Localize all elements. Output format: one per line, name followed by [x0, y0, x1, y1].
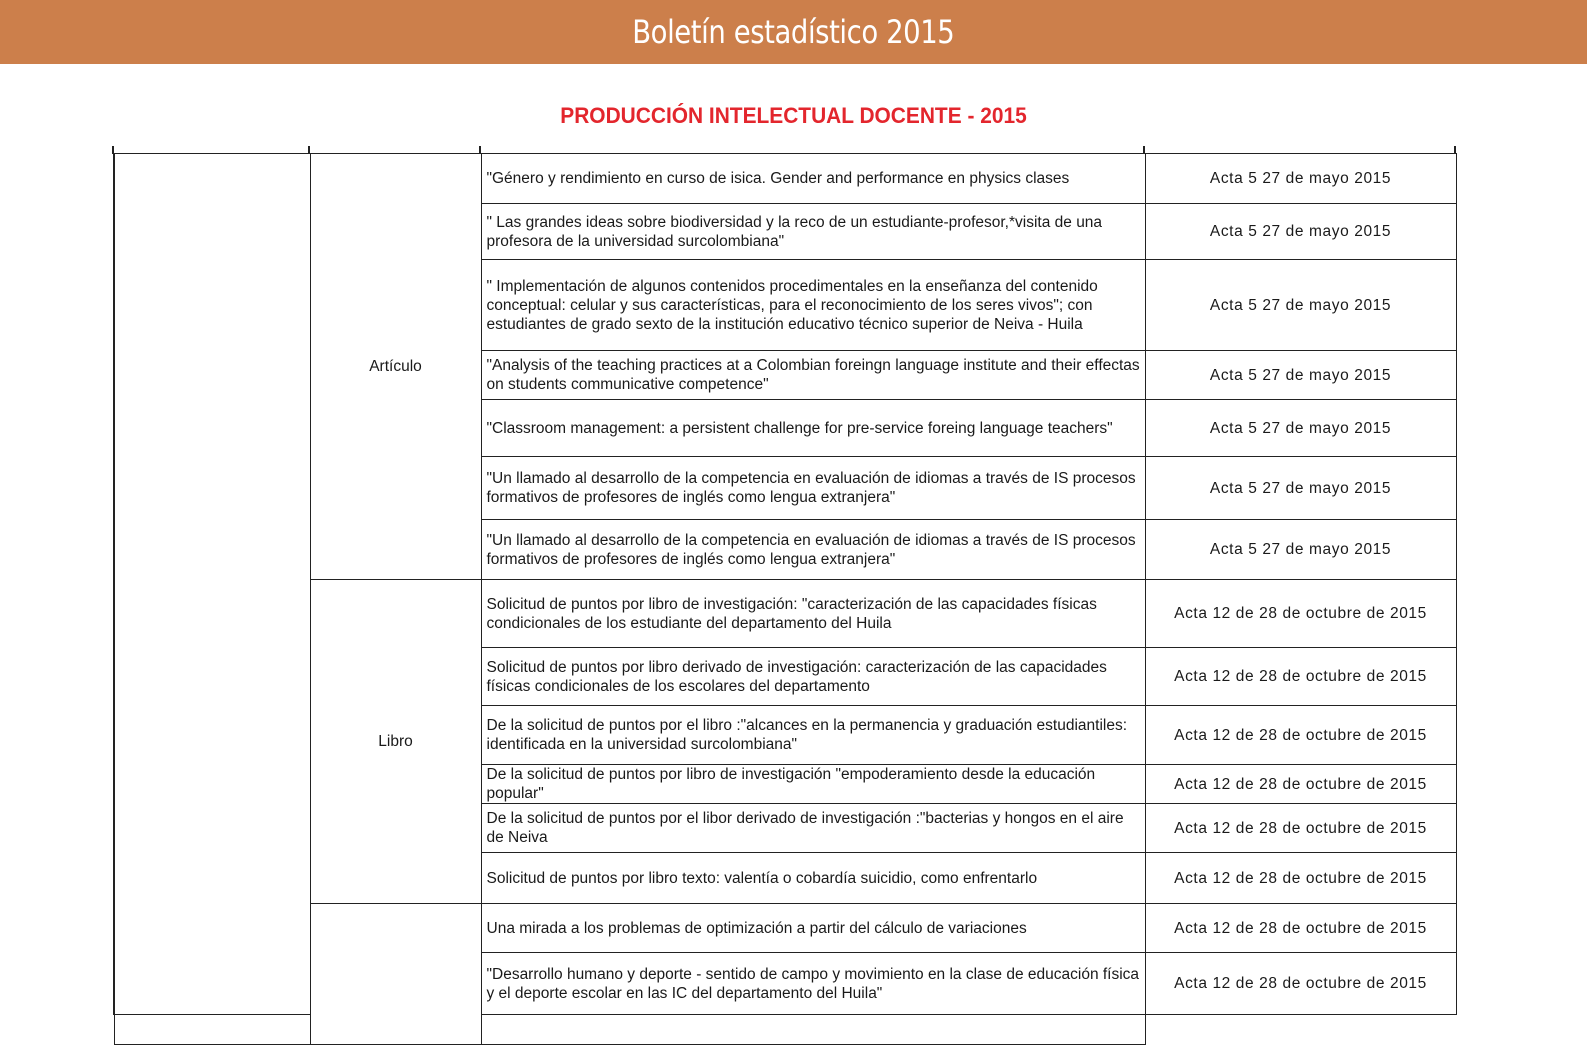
production-table — [113, 153, 1457, 1045]
acta-cell: Acta 12 de 28 de octubre de 2015 — [1145, 580, 1456, 648]
acta-cell: Acta 5 27 de mayo 2015 — [1145, 351, 1456, 400]
title-cell: Solicitud de puntos por libro derivado de investigación: caracterización de las capacidades físicas condicionales de los escolares del departamento — [481, 648, 1145, 706]
table-row — [114, 904, 1456, 953]
title-cell: Solicitud de puntos por libro de investigación: "caracterización de las capacidades físicas condicionales de los estudiante del departamento del Huila — [481, 580, 1145, 648]
title-cell: De la solicitud de puntos por el libro :"alcances en la permanencia y graduación estudiantiles: identificada en la universidad surcolombiana" — [481, 706, 1145, 765]
acta-cell: Acta 5 27 de mayo 2015 — [1145, 204, 1456, 260]
title-cell: "Un llamado al desarrollo de la competencia en evaluación de idiomas a través de IS procesos formativos de profesores de inglés como lengua extranjera" — [481, 457, 1145, 520]
acta-cell: Acta 5 27 de mayo 2015 — [1145, 520, 1456, 580]
title-cell: Solicitud de puntos por libro texto: valentía o cobardía suicidio, como enfrentarlo — [481, 853, 1145, 904]
title-cell: De la solicitud de puntos por el libor derivado de investigación :"bacterias y hongos en el aire de Neiva — [481, 804, 1145, 853]
title-cell: " Las grandes ideas sobre biodiversidad y la reco de un estudiante-profesor,*visita de una profesora de la universidad surcolombiana" — [481, 204, 1145, 260]
acta-cell: Acta 12 de 28 de octubre de 2015 — [1145, 853, 1456, 904]
title-cell: " Implementación de algunos contenidos procedimentales en la enseñanza del contenido conceptual: celular y sus características, para el reconocimiento de los seres vivos"; con estudiantes de grado sexto de la institución educativo técnico superior de Neiva - Huila — [481, 260, 1145, 351]
acta-cell: Acta 5 27 de mayo 2015 — [1145, 154, 1456, 204]
title-cell: "Género y rendimiento en curso de isica. Gender and performance en physics clases — [481, 154, 1145, 204]
acta-cell: Acta 12 de 28 de octubre de 2015 — [1145, 904, 1456, 953]
banner-title: Boletín estadístico 2015 — [632, 13, 955, 51]
acta-cell: Acta 12 de 28 de octubre de 2015 — [1145, 648, 1456, 706]
title-cell: "Classroom management: a persistent challenge for pre-service foreing language teachers" — [481, 400, 1145, 457]
header-banner — [0, 0, 1587, 64]
document-title: PRODUCCIÓN INTELECTUAL DOCENTE - 2015 — [560, 103, 1027, 128]
acta-cell: Acta 12 de 28 de octubre de 2015 — [1145, 804, 1456, 853]
title-cell: Una mirada a los problemas de optimización a partir del cálculo de variaciones — [481, 904, 1145, 953]
table-row — [114, 154, 1456, 204]
title-cell: "Analysis of the teaching practices at a Colombian foreingn language institute and their effectas on students communicative competence" — [481, 351, 1145, 400]
title-cell: "Un llamado al desarrollo de la competencia en evaluación de idiomas a través de IS procesos formativos de profesores de inglés como lengua extranjera" — [481, 520, 1145, 580]
area-cell — [114, 154, 310, 1015]
acta-cell: Acta 12 de 28 de octubre de 2015 — [1145, 953, 1456, 1015]
type-cell-articulo: Artículo — [310, 154, 481, 580]
table-row — [114, 580, 1456, 648]
acta-cell: Acta 5 27 de mayo 2015 — [1145, 400, 1456, 457]
acta-cell: Acta 12 de 28 de octubre de 2015 — [1145, 765, 1456, 804]
acta-cell: Acta 5 27 de mayo 2015 — [1145, 457, 1456, 520]
type-cell — [310, 904, 481, 1045]
title-cell: "Desarrollo humano y deporte - sentido de campo y movimiento en la clase de educación física y el deporte escolar en las IC del departamento del Huila" — [481, 953, 1145, 1015]
acta-cell: Acta 5 27 de mayo 2015 — [1145, 260, 1456, 351]
title-cell: De la solicitud de puntos por libro de investigación "empoderamiento desde la educación popular" — [481, 765, 1145, 804]
acta-cell: Acta 12 de 28 de octubre de 2015 — [1145, 706, 1456, 765]
type-cell-libro: Libro — [310, 580, 481, 904]
